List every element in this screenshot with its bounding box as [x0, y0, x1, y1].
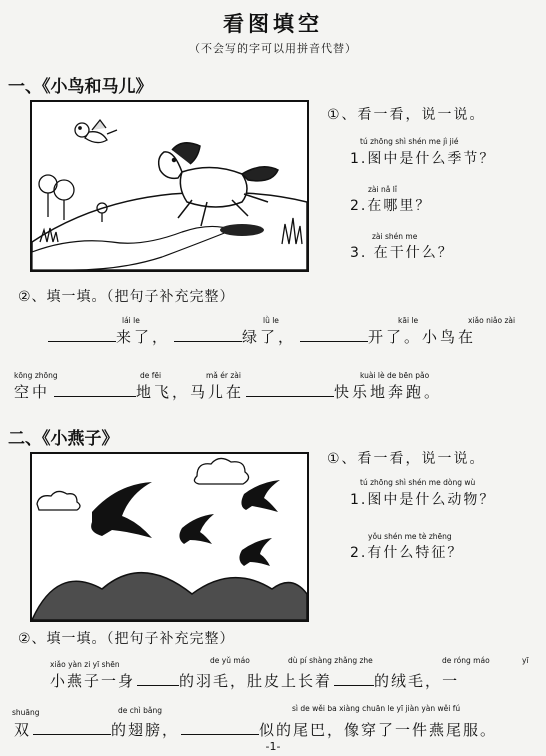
s1-q3-pinyin: zài shén me — [372, 232, 418, 241]
s1-l1-text-b: 绿了， — [242, 328, 297, 346]
swallows-drawing — [32, 454, 307, 620]
s2-l1-pinyin-c: dù pí shàng zhǎng zhe — [288, 656, 373, 665]
s2-q2-pinyin: yǒu shén me tè zhēng — [368, 532, 452, 541]
s2-q1-text: 1.图中是什么动物？ — [350, 492, 496, 508]
s2-l1-text-b: 的羽毛， — [179, 672, 248, 690]
s1-q3-text: 3. 在干什么？ — [350, 245, 454, 261]
blank-6[interactable] — [137, 671, 179, 686]
s2-l2-text-c: 似的尾巴，像穿了一件燕尾服。 — [259, 721, 498, 739]
s2-l2-pinyin-b: de chì bǎng — [118, 706, 162, 715]
s2-l2-text-a: 双 — [14, 721, 32, 739]
s2-q1-pinyin: tú zhōng shì shén me dòng wù — [360, 478, 476, 487]
blank-7[interactable] — [334, 671, 374, 686]
bird-horse-illustration — [30, 100, 309, 272]
s1-l1-pinyin-a: lái le — [122, 316, 140, 325]
blank-2[interactable] — [174, 327, 242, 342]
section1-heading: 一、《小鸟和马儿》 — [8, 77, 153, 97]
s1-l1-pinyin-b: lǜ le — [263, 316, 279, 325]
s2-l1-pinyin-e: yī — [522, 656, 529, 665]
s2-l1-text-a: 小燕子一身 — [50, 672, 136, 690]
s1-l1-text-d: 小鸟在 — [422, 328, 477, 346]
section2-heading: 二、《小燕子》 — [8, 429, 119, 449]
blank-4[interactable] — [54, 382, 136, 397]
s2-l1-text-e: 一 — [442, 672, 460, 690]
section2-look-label: ①、看一看，说一说。 — [327, 451, 486, 467]
page-title: 看图填空 — [223, 12, 323, 36]
s2-l1-pinyin-d: de róng máo — [442, 656, 490, 665]
bird-horse-drawing — [32, 102, 307, 270]
s1-l1-pinyin-c: kāi le — [398, 316, 419, 325]
s1-l2-text-d: 快乐地奔跑。 — [334, 383, 443, 401]
s2-l1-text-d: 的绒毛， — [374, 672, 443, 690]
page-subtitle: （不会写的字可以用拼音代替） — [189, 42, 357, 55]
section1-look-label: ①、看一看，说一说。 — [327, 107, 486, 123]
s1-l2-text-b: 地飞， — [136, 383, 191, 401]
swallows-illustration — [30, 452, 309, 622]
section1-fill-label: ②、填一填。（把句子补充完整） — [18, 289, 235, 305]
s1-l1-pinyin-d: xiǎo niǎo zài — [468, 316, 516, 325]
s1-l2-pinyin-c: mǎ ér zài — [206, 371, 241, 380]
page-number: -1- — [265, 740, 281, 753]
s1-q1-text: 1.图中是什么季节？ — [350, 151, 496, 167]
s2-l2-text-b: 的翅膀， — [111, 721, 180, 739]
s1-l2-text-c: 马儿在 — [190, 383, 245, 401]
s2-l1-text-c: 肚皮上长着 — [247, 672, 333, 690]
s2-l1-pinyin-a: xiǎo yàn zi yī shēn — [50, 660, 120, 669]
s2-l2-pinyin-c: sì de wěi ba xiàng chuān le yī jiàn yàn wěi fú — [292, 704, 461, 713]
blank-5[interactable] — [246, 382, 334, 397]
s1-q2-text: 2.在哪里？ — [350, 198, 432, 214]
s1-q2-pinyin: zài nǎ lǐ — [368, 185, 397, 194]
blank-8[interactable] — [33, 720, 111, 735]
blank-1[interactable] — [48, 327, 116, 342]
s1-l1-text-a: 来了， — [116, 328, 171, 346]
blank-3[interactable] — [300, 327, 368, 342]
s1-l2-pinyin-d: kuài lè de bēn pǎo — [360, 371, 430, 380]
section2-fill-label: ②、填一填。（把句子补充完整） — [18, 631, 235, 647]
s2-l1-pinyin-b: de yǔ máo — [210, 656, 250, 665]
s1-l2-text-a: 空中 — [14, 383, 51, 401]
s1-l2-pinyin-a: kōng zhōng — [14, 371, 58, 380]
s2-l2-pinyin-a: shuāng — [12, 708, 40, 717]
s1-l1-text-c: 开了。 — [368, 328, 423, 346]
s1-q1-pinyin: tú zhōng shì shén me jì jié — [360, 137, 459, 146]
blank-9[interactable] — [181, 720, 259, 735]
s2-q2-text: 2.有什么特征？ — [350, 545, 464, 561]
s1-l2-pinyin-b: de fēi — [140, 371, 162, 380]
